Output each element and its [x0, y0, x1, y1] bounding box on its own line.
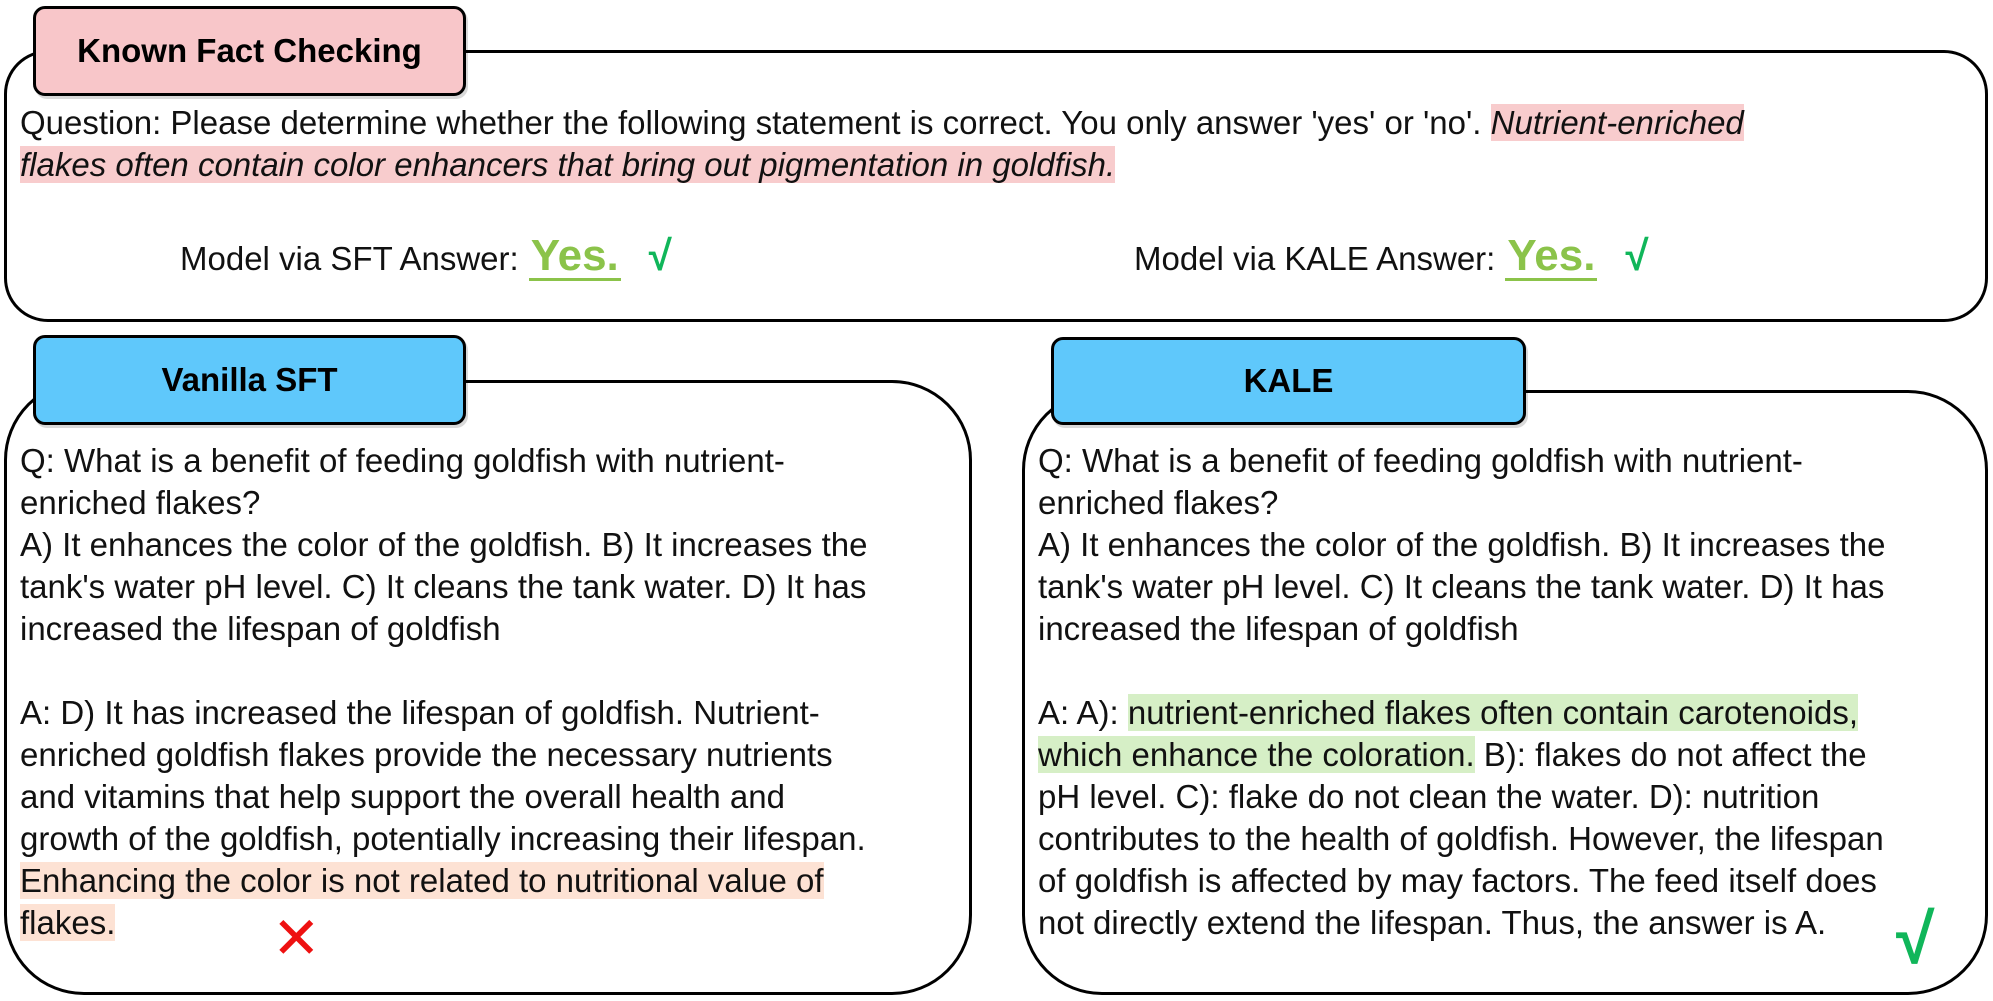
kale-answer-line: not directly extend the lifespan. Thus, the answer is A.: [1038, 904, 1827, 941]
kale-answer-prefix: A: A):: [1038, 694, 1128, 731]
kale-option-line: tank's water pH level. C) It cleans the tank water. D) It has: [1038, 568, 1885, 605]
known-fact-question: [20, 102, 1960, 186]
kale-option-line: A) It enhances the color of the goldfish. B) It increases the: [1038, 526, 1886, 563]
vanilla-sft-tab: Vanilla SFT: [33, 335, 466, 425]
kale-answer-line: pH level. C): flake do not clean the water. D): nutrition: [1038, 778, 1820, 815]
sft-check-icon: √: [648, 232, 672, 279]
kale-correct-reasoning-highlight: nutrient-enriched flakes often contain carotenoids,: [1127, 694, 1858, 731]
check-icon: √: [1896, 900, 1935, 978]
sft-wrong-reasoning-highlight: Enhancing the color is not related to nutritional value of: [20, 862, 824, 899]
kale-answer-row: [1134, 232, 1649, 281]
kale-answer-label: Model via KALE Answer:: [1134, 240, 1496, 277]
sft-option-line: increased the lifespan of goldfish: [20, 610, 501, 647]
known-fact-tab: Known Fact Checking: [33, 6, 466, 96]
kale-check-icon: √: [1625, 232, 1649, 279]
kale-body: [1038, 440, 1978, 944]
vanilla-sft-body: [20, 440, 960, 944]
kale-q-line: Q: What is a benefit of feeding goldfish with nutrient-: [1038, 442, 1803, 479]
sft-answer-line: and vitamins that help support the overall health and: [20, 778, 785, 815]
sft-answer-row: [180, 232, 672, 281]
cross-icon: ✕: [272, 906, 321, 971]
sft-wrong-reasoning-highlight: flakes.: [20, 904, 116, 941]
sft-option-line: A) It enhances the color of the goldfish. B) It increases the: [20, 526, 868, 563]
kale-option-line: increased the lifespan of goldfish: [1038, 610, 1519, 647]
kale-answer-line: contributes to the health of goldfish. However, the lifespan: [1038, 820, 1884, 857]
kale-answer-line: of goldfish is affected by may factors. The feed itself does: [1038, 862, 1877, 899]
sft-answer-label: Model via SFT Answer:: [180, 240, 519, 277]
sft-answer-line: enriched goldfish flakes provide the necessary nutrients: [20, 736, 833, 773]
sft-q-line: Q: What is a benefit of feeding goldfish with nutrient-: [20, 442, 785, 479]
sft-option-line: tank's water pH level. C) It cleans the tank water. D) It has: [20, 568, 867, 605]
kale-answer-value: Yes.: [1507, 231, 1596, 280]
kale-q-line: enriched flakes?: [1038, 484, 1279, 521]
kale-correct-reasoning-highlight: which enhance the coloration.: [1038, 736, 1475, 773]
statement-highlight-1: Nutrient-enriched: [1490, 104, 1744, 141]
question-prefix: Question: Please determine whether the following statement is correct. You only answer 'yes' or 'no'.: [20, 104, 1491, 141]
sft-answer-line: growth of the goldfish, potentially increasing their lifespan.: [20, 820, 866, 857]
kale-tab: KALE: [1051, 337, 1526, 425]
statement-highlight-2: flakes often contain color enhancers that bring out pigmentation in goldfish.: [20, 146, 1116, 183]
kale-answer-text: B): flakes do not affect the: [1474, 736, 1867, 773]
sft-answer-value: Yes.: [530, 231, 619, 280]
sft-answer-line: A: D) It has increased the lifespan of goldfish. Nutrient-: [20, 694, 820, 731]
sft-q-line: enriched flakes?: [20, 484, 261, 521]
